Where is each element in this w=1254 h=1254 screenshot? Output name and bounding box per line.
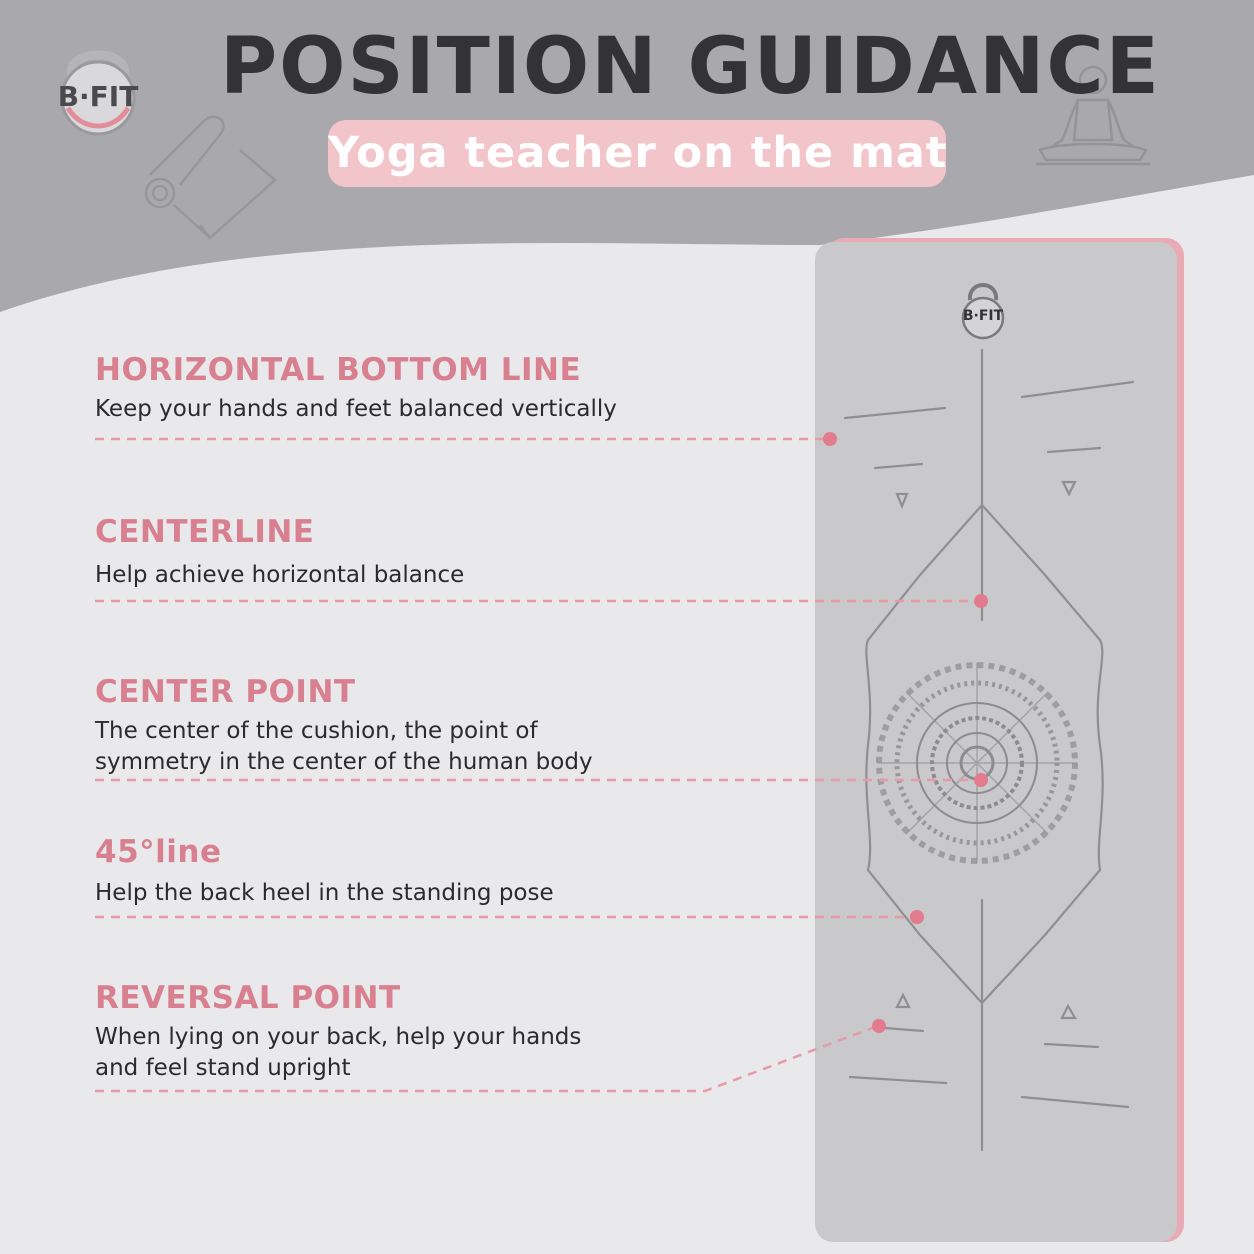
- feature-title: CENTER POINT: [95, 674, 356, 710]
- dot-reversal-point: [872, 1019, 886, 1033]
- feature-title: 45°line: [95, 834, 222, 870]
- brand-logo-text: B·FIT: [57, 80, 139, 113]
- feature-description: When lying on your back, help your hands and feel stand upright: [95, 1024, 582, 1081]
- feature-center-point: [95, 674, 615, 778]
- mat-logo-text: B·FIT: [962, 308, 1004, 324]
- page-title: POSITION GUIDANCE: [220, 22, 1161, 112]
- feature-45-line: [95, 834, 715, 909]
- brand-logo: [42, 28, 154, 140]
- feature-title: CENTERLINE: [95, 514, 315, 550]
- mandala-icon: [877, 663, 1077, 863]
- feature-title: REVERSAL POINT: [95, 980, 401, 1016]
- feature-reversal-point: [95, 980, 605, 1084]
- feature-description: Keep your hands and feet balanced vertically: [95, 396, 617, 422]
- feature-description: Help the back heel in the standing pose: [95, 880, 554, 906]
- dot-center-point: [974, 773, 988, 787]
- dot-horizontal-bottom-line: [823, 432, 837, 446]
- feature-description: The center of the cushion, the point of symmetry in the center of the human body: [95, 718, 593, 775]
- subtitle-pill: [328, 120, 946, 187]
- feature-description: Help achieve horizontal balance: [95, 562, 465, 588]
- dot-45-line: [910, 910, 924, 924]
- dot-centerline: [974, 594, 988, 608]
- feature-title: HORIZONTAL BOTTOM LINE: [95, 352, 582, 388]
- feature-centerline: [95, 514, 715, 591]
- page-subtitle: Yoga teacher on the mat: [328, 128, 948, 178]
- feature-horizontal-bottom-line: [95, 352, 715, 425]
